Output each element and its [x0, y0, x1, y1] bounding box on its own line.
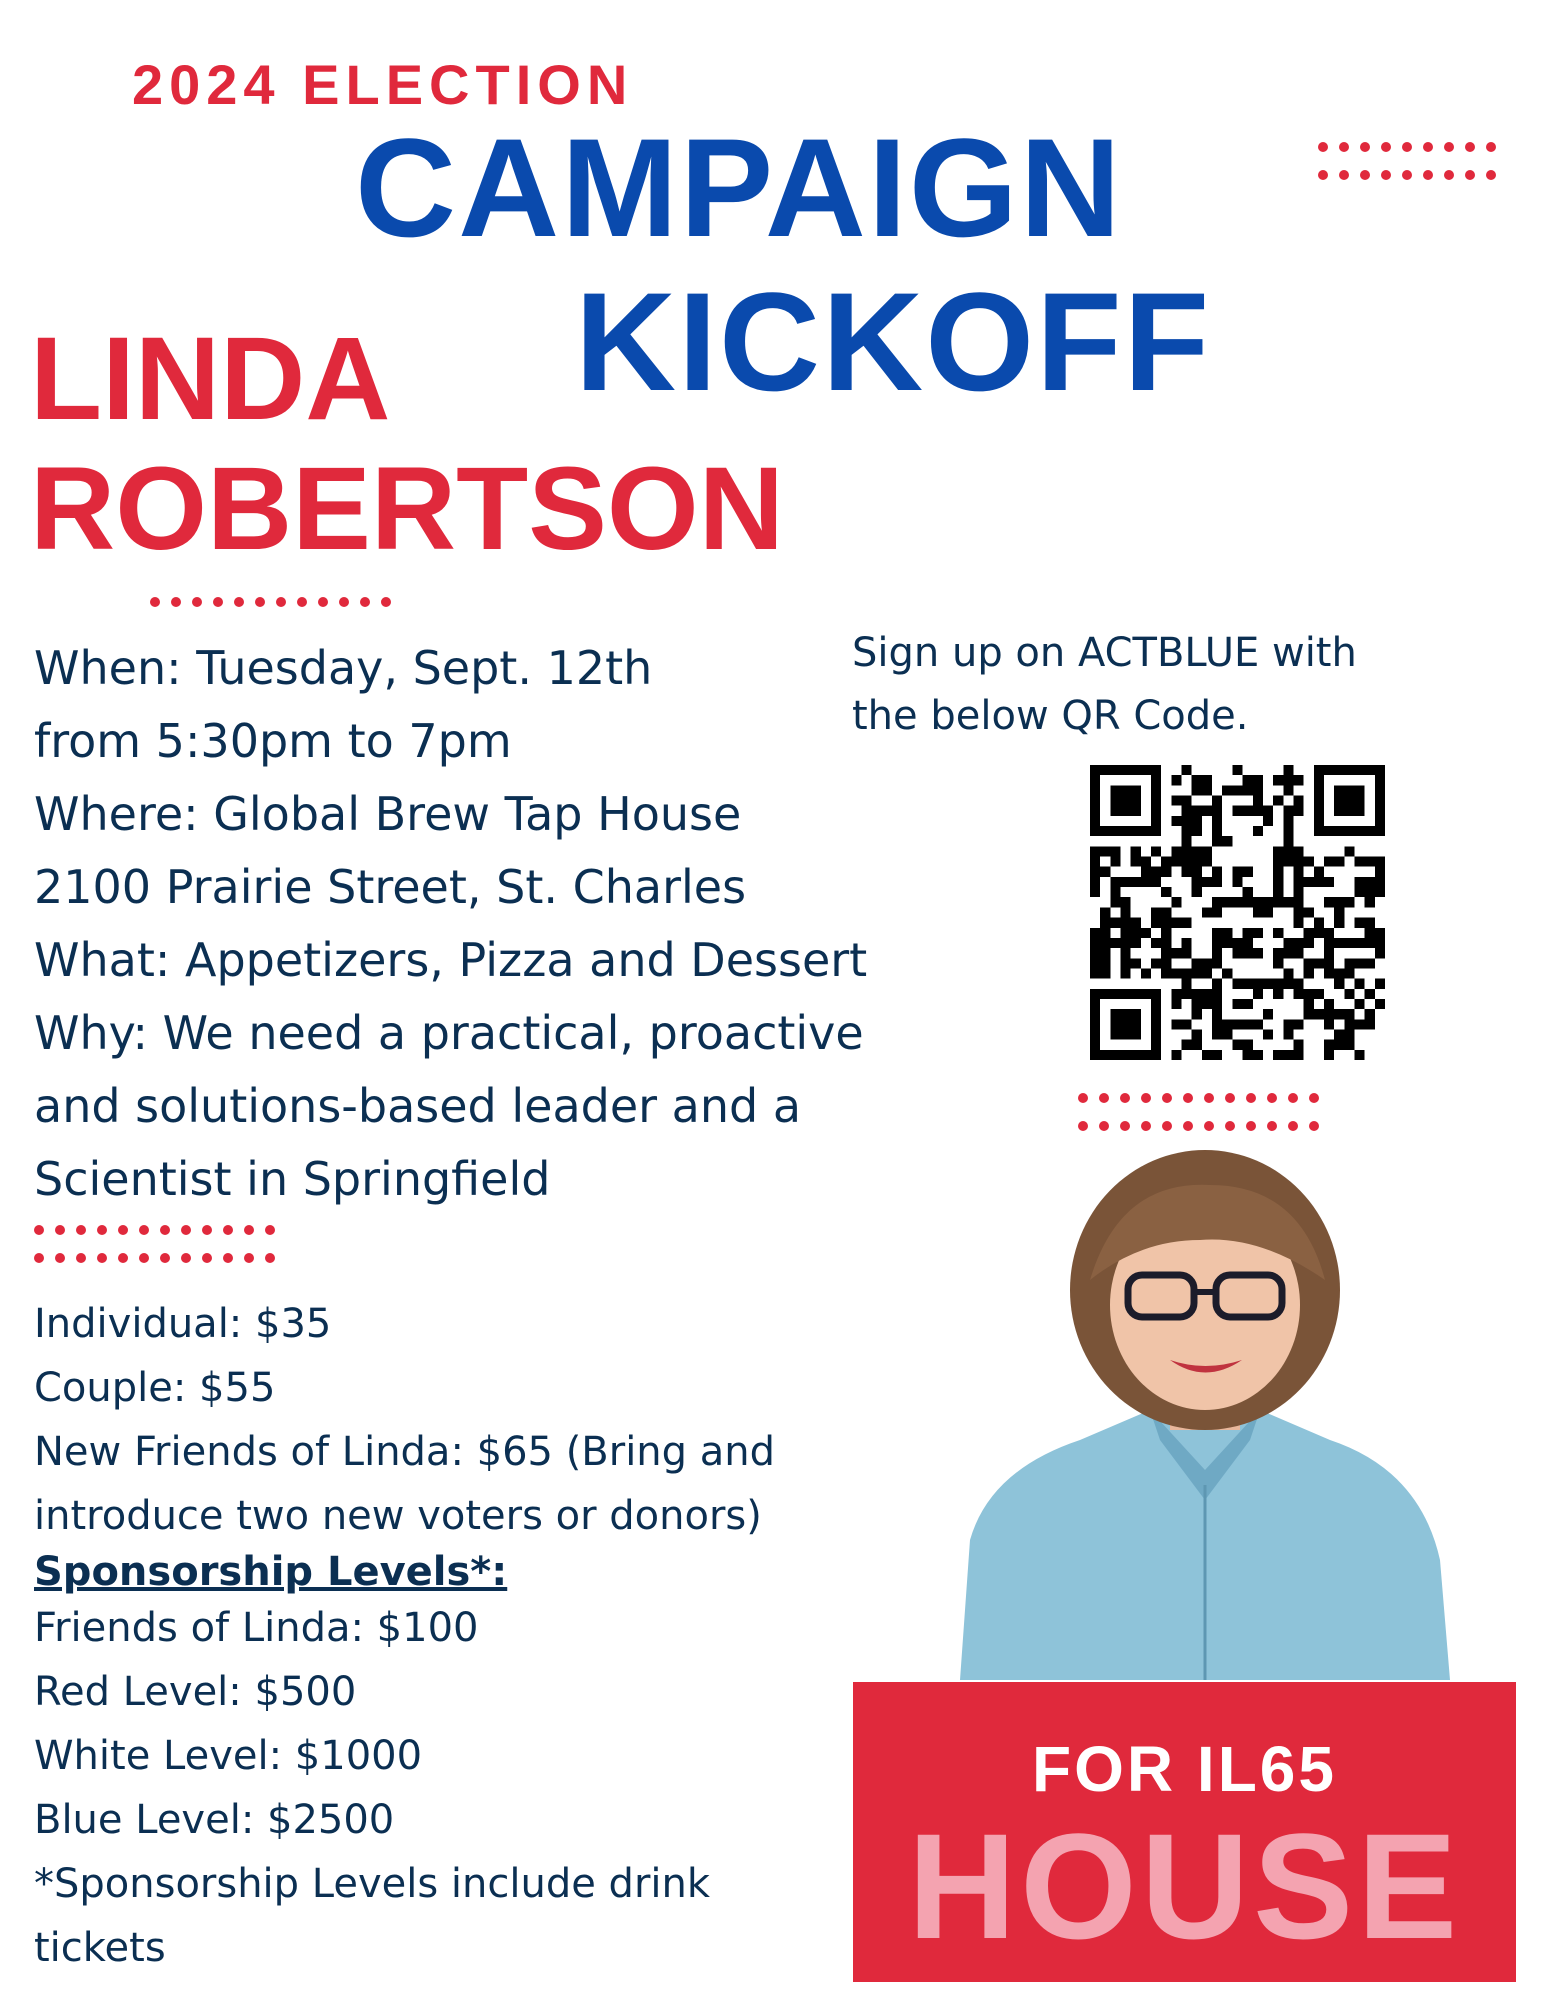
dot	[97, 1225, 107, 1235]
price-couple: Couple: $55	[34, 1365, 276, 1411]
price-new-friends-2: introduce two new voters or donors)	[34, 1493, 762, 1539]
dot	[244, 1225, 254, 1235]
dot	[202, 1225, 212, 1235]
dot	[1120, 1093, 1130, 1103]
dot	[297, 597, 307, 607]
what-line: What: Appetizers, Pizza and Dessert	[34, 933, 868, 987]
time-line: from 5:30pm to 7pm	[34, 714, 512, 768]
dot	[1120, 1121, 1130, 1131]
why-line-1: Why: We need a practical, proactive	[34, 1006, 864, 1060]
dot	[1141, 1121, 1151, 1131]
kickoff-title: KICKOFF	[575, 263, 1212, 420]
sponsorship-note-2: tickets	[34, 1925, 166, 1971]
dot	[97, 1253, 107, 1263]
dot	[1381, 142, 1391, 152]
dot	[1141, 1093, 1151, 1103]
dot	[213, 597, 223, 607]
decorative-dots-under-name	[150, 597, 391, 607]
dot	[76, 1253, 86, 1263]
dot	[76, 1225, 86, 1235]
price-new-friends-1: New Friends of Linda: $65 (Bring and	[34, 1429, 776, 1475]
when-line: When: Tuesday, Sept. 12th	[34, 641, 653, 695]
dot	[55, 1253, 65, 1263]
dot	[360, 597, 370, 607]
dot	[234, 597, 244, 607]
dot	[1381, 170, 1391, 180]
dot	[1465, 142, 1475, 152]
dot	[181, 1253, 191, 1263]
sponsorship-heading: Sponsorship Levels*:	[34, 1549, 508, 1595]
dot	[265, 1253, 275, 1263]
dot	[255, 597, 265, 607]
dot	[118, 1225, 128, 1235]
dot	[381, 597, 391, 607]
sponsor-friends: Friends of Linda: $100	[34, 1605, 479, 1651]
dot	[1162, 1093, 1172, 1103]
dot	[265, 1225, 275, 1235]
dot	[1288, 1093, 1298, 1103]
sponsor-red: Red Level: $500	[34, 1669, 357, 1715]
dot	[160, 1253, 170, 1263]
dot	[1402, 170, 1412, 180]
sponsor-white: White Level: $1000	[34, 1733, 423, 1779]
dot	[276, 597, 286, 607]
candidate-first-name: LINDA	[30, 313, 391, 445]
dot	[1267, 1093, 1277, 1103]
signup-instructions	[852, 622, 1472, 748]
dot	[1465, 170, 1475, 180]
dot	[139, 1225, 149, 1235]
address-line: 2100 Prairie Street, St. Charles	[34, 860, 747, 914]
dot	[1204, 1121, 1214, 1131]
candidate-last-name: ROBERTSON	[30, 443, 784, 575]
dot	[1339, 142, 1349, 152]
dot	[1183, 1121, 1193, 1131]
dot	[1360, 170, 1370, 180]
dot	[1099, 1093, 1109, 1103]
dot	[1486, 142, 1496, 152]
dot	[171, 597, 181, 607]
dot	[1225, 1093, 1235, 1103]
candidate-photo	[930, 1140, 1470, 1680]
dot	[318, 597, 328, 607]
dot	[192, 597, 202, 607]
dot	[1444, 170, 1454, 180]
dot	[150, 597, 160, 607]
dot	[1267, 1121, 1277, 1131]
dot	[223, 1225, 233, 1235]
dot	[1225, 1121, 1235, 1131]
dot	[223, 1253, 233, 1263]
dot	[1309, 1093, 1319, 1103]
dot	[34, 1225, 44, 1235]
dot	[1099, 1121, 1109, 1131]
dot	[1423, 170, 1433, 180]
dot	[181, 1225, 191, 1235]
sponsorship-note-1: *Sponsorship Levels include drink	[34, 1861, 711, 1907]
dot	[1246, 1093, 1256, 1103]
decorative-dots-under-qr	[1078, 1093, 1319, 1131]
dot	[1339, 170, 1349, 180]
decorative-dots-above-pricing	[34, 1225, 275, 1263]
why-line-3: Scientist in Springfield	[34, 1152, 551, 1206]
election-year-label: 2024 ELECTION	[132, 53, 634, 116]
dot	[339, 597, 349, 607]
dot	[1309, 1121, 1319, 1131]
price-individual: Individual: $35	[34, 1301, 332, 1347]
dot	[202, 1253, 212, 1263]
decorative-dots-top-right	[1318, 142, 1496, 180]
dot	[1204, 1093, 1214, 1103]
dot	[34, 1253, 44, 1263]
dot	[1423, 142, 1433, 152]
dot	[1318, 142, 1328, 152]
dot	[139, 1253, 149, 1263]
district-label: FOR IL65	[1032, 1733, 1337, 1805]
ticket-pricing	[34, 1292, 874, 1980]
dot	[160, 1225, 170, 1235]
dot	[1402, 142, 1412, 152]
house-label: HOUSE	[907, 1802, 1462, 1970]
dot	[1486, 170, 1496, 180]
dot	[1444, 142, 1454, 152]
dot	[1246, 1121, 1256, 1131]
dot	[1078, 1093, 1088, 1103]
dot	[55, 1225, 65, 1235]
dot	[118, 1253, 128, 1263]
dot	[1360, 142, 1370, 152]
sponsor-blue: Blue Level: $2500	[34, 1797, 395, 1843]
dot	[1183, 1093, 1193, 1103]
campaign-title: CAMPAIGN	[355, 109, 1123, 266]
house-badge	[853, 1682, 1516, 1982]
dot	[1288, 1121, 1298, 1131]
signup-line-2: the below QR Code.	[852, 693, 1249, 739]
signup-line-1: Sign up on ACTBLUE with	[852, 630, 1357, 676]
dot	[1162, 1121, 1172, 1131]
dot	[1078, 1121, 1088, 1131]
dot	[1318, 170, 1328, 180]
qr-code-icon[interactable]	[1090, 765, 1385, 1060]
where-line: Where: Global Brew Tap House	[34, 787, 742, 841]
why-line-2: and solutions-based leader and a	[34, 1079, 802, 1133]
dot	[244, 1253, 254, 1263]
